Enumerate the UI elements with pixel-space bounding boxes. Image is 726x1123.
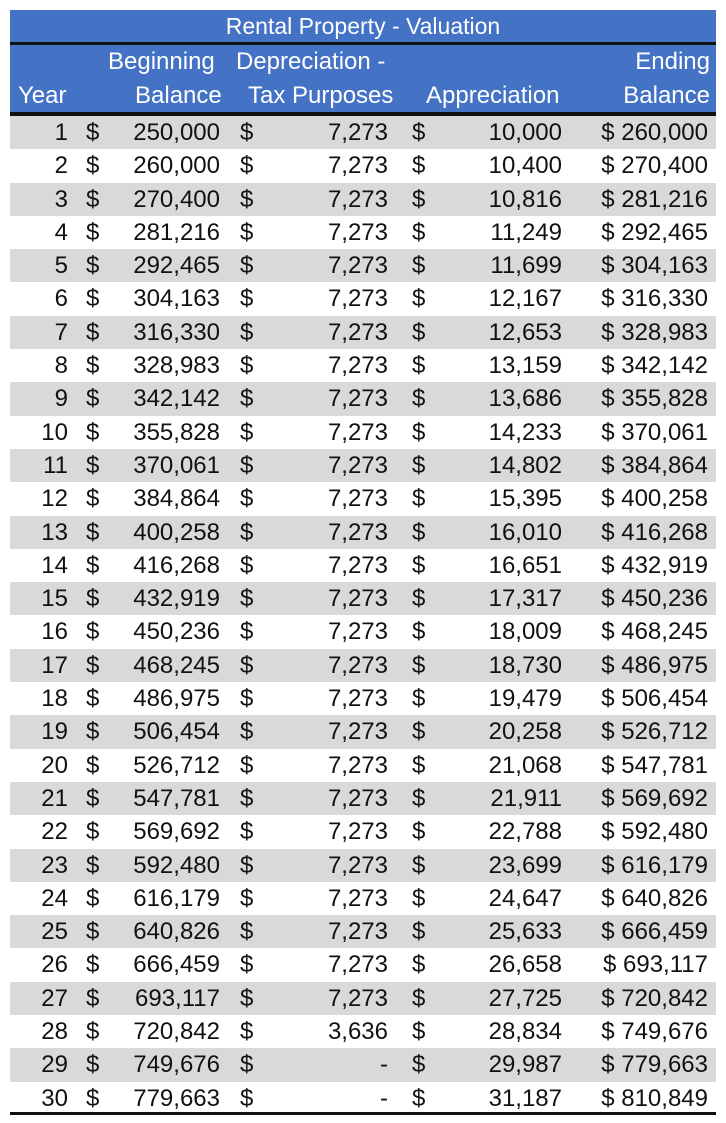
ending-balance-cell: $ 450,236	[601, 585, 708, 613]
year-cell: 29	[41, 1051, 68, 1079]
currency-symbol: $	[412, 1051, 426, 1079]
beginning-balance-cell: 569,692	[133, 818, 220, 846]
beginning-balance-cell: 416,268	[133, 551, 220, 579]
currency-symbol: $	[412, 784, 426, 812]
currency-symbol: $	[412, 884, 426, 912]
currency-symbol: $	[240, 485, 254, 513]
ending-balance-cell: $ 810,849	[601, 1084, 708, 1112]
beginning-balance-cell: 260,000	[133, 152, 220, 180]
currency-symbol: $	[86, 718, 100, 746]
currency-symbol: $	[412, 318, 426, 346]
depreciation-cell: 7,273	[327, 518, 388, 546]
depreciation-cell: 7,273	[327, 185, 388, 213]
appreciation-cell: 10,000	[488, 119, 562, 146]
appreciation-cell: 29,987	[488, 1051, 562, 1079]
ending-balance-cell: $ 400,258	[601, 485, 708, 513]
currency-symbol: $	[86, 119, 100, 146]
depreciation-cell: 7,273	[327, 551, 388, 579]
year-cell: 2	[54, 152, 68, 180]
year-cell: 12	[41, 485, 68, 513]
currency-symbol: $	[86, 485, 100, 513]
year-cell: 1	[54, 119, 68, 146]
ending-balance-cell: $ 432,919	[601, 551, 708, 579]
year-cell: 24	[41, 884, 68, 912]
currency-symbol: $	[412, 385, 426, 413]
depreciation-cell: 7,273	[327, 884, 388, 912]
depreciation-cell: 7,273	[327, 951, 388, 979]
beginning-balance-cell: 693,117	[135, 984, 220, 1012]
table-row	[10, 849, 716, 882]
table-row	[10, 715, 716, 748]
currency-symbol: $	[240, 451, 254, 479]
year-cell: 10	[41, 418, 68, 446]
currency-symbol: $	[86, 1018, 100, 1046]
beginning-balance-cell: 304,163	[133, 285, 220, 313]
currency-symbol: $	[240, 152, 254, 180]
depreciation-cell: 7,273	[327, 918, 388, 946]
beginning-balance-cell: 270,400	[133, 185, 220, 213]
beginning-balance-cell: 450,236	[133, 618, 220, 646]
currency-symbol: $	[86, 285, 100, 313]
currency-symbol: $	[86, 1051, 100, 1079]
appreciation-cell: 22,788	[488, 818, 562, 846]
beginning-balance-cell: 666,459	[133, 951, 220, 979]
depreciation-cell: 7,273	[327, 851, 388, 879]
currency-symbol: $	[412, 585, 426, 613]
appreciation-cell: 15,395	[488, 485, 562, 513]
currency-symbol: $	[240, 418, 254, 446]
currency-symbol: $	[86, 751, 100, 779]
beginning-balance-cell: 342,142	[133, 385, 220, 413]
table-row	[10, 116, 716, 149]
appreciation-cell: 12,653	[488, 318, 562, 346]
ending-balance-cell: $ 693,117	[603, 951, 708, 979]
ending-balance-cell: $ 506,454	[601, 685, 708, 713]
table-row	[10, 615, 716, 648]
currency-symbol: $	[240, 651, 254, 679]
year-cell: 4	[54, 218, 68, 246]
table-header	[10, 45, 716, 112]
appreciation-cell: 19,479	[488, 685, 562, 713]
currency-symbol: $	[412, 218, 426, 246]
table-row	[10, 749, 716, 782]
depreciation-cell: 7,273	[327, 718, 388, 746]
ending-balance-cell: $ 292,465	[601, 218, 708, 246]
ending-balance-cell: $ 749,676	[601, 1018, 708, 1046]
currency-symbol: $	[86, 984, 100, 1012]
currency-symbol: $	[240, 1051, 254, 1079]
table-row	[10, 948, 716, 981]
currency-symbol: $	[240, 918, 254, 946]
currency-symbol: $	[240, 518, 254, 546]
table-row	[10, 183, 716, 216]
ending-balance-cell: $ 640,826	[601, 884, 708, 912]
currency-symbol: $	[240, 851, 254, 879]
table-row	[10, 782, 716, 815]
currency-symbol: $	[412, 119, 426, 146]
year-cell: 15	[41, 585, 68, 613]
beginning-balance-cell: 506,454	[133, 718, 220, 746]
depreciation-cell: 7,273	[327, 784, 388, 812]
appreciation-cell: 16,010	[488, 518, 562, 546]
table-bottom-rule	[10, 1112, 716, 1115]
appreciation-cell: 23,699	[488, 851, 562, 879]
currency-symbol: $	[86, 851, 100, 879]
ending-balance-cell: $ 328,983	[601, 318, 708, 346]
currency-symbol: $	[86, 918, 100, 946]
depreciation-cell: 3,636	[327, 1018, 388, 1046]
appreciation-cell: 12,167	[488, 285, 562, 313]
ending-balance-cell: $ 384,864	[601, 451, 708, 479]
currency-symbol: $	[86, 385, 100, 413]
appreciation-cell: 28,834	[488, 1018, 562, 1046]
year-cell: 18	[41, 685, 68, 713]
currency-symbol: $	[86, 252, 100, 280]
appreciation-cell: 11,249	[490, 218, 562, 246]
currency-symbol: $	[240, 751, 254, 779]
beginning-balance-cell: 370,061	[133, 451, 220, 479]
ending-balance-cell: $ 569,692	[601, 784, 708, 812]
currency-symbol: $	[86, 784, 100, 812]
year-cell: 26	[41, 951, 68, 979]
appreciation-cell: 17,317	[488, 585, 562, 613]
beginning-balance-cell: 640,826	[133, 918, 220, 946]
table-row	[10, 316, 716, 349]
beginning-balance-cell: 468,245	[133, 651, 220, 679]
currency-symbol: $	[86, 951, 100, 979]
year-cell: 27	[41, 984, 68, 1012]
currency-symbol: $	[240, 252, 254, 280]
currency-symbol: $	[412, 285, 426, 313]
table-row	[10, 982, 716, 1015]
table-row	[10, 382, 716, 415]
currency-symbol: $	[412, 518, 426, 546]
beginning-balance-cell: 316,330	[133, 318, 220, 346]
year-cell: 19	[41, 718, 68, 746]
table-row	[10, 149, 716, 182]
header-ending-line1: Ending	[635, 48, 710, 75]
year-cell: 22	[41, 818, 68, 846]
currency-symbol: $	[412, 818, 426, 846]
currency-symbol: $	[240, 818, 254, 846]
appreciation-cell: 18,009	[488, 618, 562, 646]
header-depreciation-line1: Depreciation -	[236, 48, 386, 75]
currency-symbol: $	[86, 352, 100, 380]
depreciation-cell: 7,273	[327, 152, 388, 180]
currency-symbol: $	[412, 751, 426, 779]
currency-symbol: $	[86, 651, 100, 679]
appreciation-cell: 27,725	[488, 984, 562, 1012]
table-row	[10, 549, 716, 582]
appreciation-cell: 21,068	[488, 751, 562, 779]
depreciation-cell: 7,273	[327, 485, 388, 513]
depreciation-cell: -	[380, 1084, 388, 1112]
table-row	[10, 815, 716, 848]
ending-balance-cell: $ 316,330	[601, 285, 708, 313]
depreciation-cell: 7,273	[327, 685, 388, 713]
header-beginning-line1: Beginning	[108, 48, 215, 75]
depreciation-cell: -	[380, 1051, 388, 1079]
currency-symbol: $	[240, 185, 254, 213]
ending-balance-cell: $ 720,842	[601, 984, 708, 1012]
depreciation-cell: 7,273	[327, 651, 388, 679]
year-cell: 20	[41, 751, 68, 779]
beginning-balance-cell: 720,842	[133, 1018, 220, 1046]
appreciation-cell: 18,730	[488, 651, 562, 679]
currency-symbol: $	[412, 152, 426, 180]
table-row	[10, 349, 716, 382]
ending-balance-cell: $ 616,179	[601, 851, 708, 879]
currency-symbol: $	[86, 418, 100, 446]
table-row	[10, 682, 716, 715]
currency-symbol: $	[240, 551, 254, 579]
currency-symbol: $	[240, 685, 254, 713]
ending-balance-cell: $ 486,975	[601, 651, 708, 679]
beginning-balance-cell: 400,258	[133, 518, 220, 546]
year-cell: 14	[41, 551, 68, 579]
table-row	[10, 1015, 716, 1048]
ending-balance-cell: $ 547,781	[601, 751, 708, 779]
year-cell: 6	[54, 285, 68, 313]
year-cell: 25	[41, 918, 68, 946]
currency-symbol: $	[240, 119, 254, 146]
currency-symbol: $	[412, 718, 426, 746]
beginning-balance-cell: 526,712	[133, 751, 220, 779]
currency-symbol: $	[86, 318, 100, 346]
ending-balance-cell: $ 304,163	[601, 252, 708, 280]
year-cell: 3	[54, 185, 68, 213]
currency-symbol: $	[240, 784, 254, 812]
table-row	[10, 882, 716, 915]
beginning-balance-cell: 592,480	[133, 851, 220, 879]
table-row	[10, 516, 716, 549]
currency-symbol: $	[412, 918, 426, 946]
table-row	[10, 1048, 716, 1081]
currency-symbol: $	[412, 984, 426, 1012]
ending-balance-cell: $ 779,663	[601, 1051, 708, 1079]
currency-symbol: $	[86, 185, 100, 213]
depreciation-cell: 7,273	[327, 252, 388, 280]
currency-symbol: $	[412, 951, 426, 979]
currency-symbol: $	[412, 418, 426, 446]
year-cell: 8	[54, 352, 68, 380]
currency-symbol: $	[240, 951, 254, 979]
header-year: Year	[18, 82, 67, 109]
appreciation-cell: 16,651	[488, 551, 562, 579]
table-row	[10, 216, 716, 249]
year-cell: 9	[54, 385, 68, 413]
beginning-balance-cell: 779,663	[133, 1084, 220, 1112]
year-cell: 7	[54, 318, 68, 346]
table-row	[10, 416, 716, 449]
beginning-balance-cell: 432,919	[133, 585, 220, 613]
currency-symbol: $	[240, 318, 254, 346]
currency-symbol: $	[86, 585, 100, 613]
year-cell: 16	[41, 618, 68, 646]
appreciation-cell: 11,699	[490, 252, 562, 280]
depreciation-cell: 7,273	[327, 751, 388, 779]
table-body	[10, 116, 716, 1115]
currency-symbol: $	[86, 884, 100, 912]
currency-symbol: $	[412, 451, 426, 479]
depreciation-cell: 7,273	[327, 451, 388, 479]
beginning-balance-cell: 292,465	[133, 252, 220, 280]
table-row	[10, 282, 716, 315]
year-cell: 5	[54, 252, 68, 280]
currency-symbol: $	[86, 685, 100, 713]
header-depreciation-line2: Tax Purposes	[248, 82, 394, 109]
depreciation-cell: 7,273	[327, 418, 388, 446]
appreciation-cell: 13,159	[488, 352, 562, 380]
appreciation-cell: 26,658	[488, 951, 562, 979]
currency-symbol: $	[240, 1084, 254, 1112]
appreciation-cell: 10,816	[488, 185, 562, 213]
currency-symbol: $	[240, 1018, 254, 1046]
ending-balance-cell: $ 342,142	[601, 352, 708, 380]
ending-balance-cell: $ 592,480	[601, 818, 708, 846]
currency-symbol: $	[412, 252, 426, 280]
currency-symbol: $	[240, 984, 254, 1012]
currency-symbol: $	[412, 1084, 426, 1112]
appreciation-cell: 10,400	[488, 152, 562, 180]
year-cell: 17	[41, 651, 68, 679]
table-row	[10, 915, 716, 948]
beginning-balance-cell: 281,216	[133, 218, 220, 246]
beginning-balance-cell: 250,000	[133, 119, 220, 146]
ending-balance-cell: $ 468,245	[601, 618, 708, 646]
appreciation-cell: 31,187	[488, 1084, 562, 1112]
year-cell: 11	[43, 451, 68, 479]
currency-symbol: $	[412, 352, 426, 380]
ending-balance-cell: $ 370,061	[601, 418, 708, 446]
currency-symbol: $	[240, 618, 254, 646]
ending-balance-cell: $ 355,828	[601, 385, 708, 413]
beginning-balance-cell: 547,781	[133, 784, 220, 812]
header-ending-line2: Balance	[623, 82, 710, 109]
depreciation-cell: 7,273	[327, 119, 388, 146]
table-row	[10, 649, 716, 682]
year-cell: 30	[41, 1084, 68, 1112]
currency-symbol: $	[240, 884, 254, 912]
appreciation-cell: 21,911	[490, 784, 562, 812]
table-row	[10, 249, 716, 282]
year-cell: 13	[41, 518, 68, 546]
currency-symbol: $	[412, 185, 426, 213]
currency-symbol: $	[412, 485, 426, 513]
header-appreciation: Appreciation	[426, 82, 560, 109]
ending-balance-cell: $ 260,000	[601, 119, 708, 146]
beginning-balance-cell: 355,828	[133, 418, 220, 446]
appreciation-cell: 14,233	[488, 418, 562, 446]
beginning-balance-cell: 384,864	[133, 485, 220, 513]
ending-balance-cell: $ 270,400	[601, 152, 708, 180]
ending-balance-cell: $ 666,459	[601, 918, 708, 946]
year-cell: 23	[41, 851, 68, 879]
depreciation-cell: 7,273	[327, 984, 388, 1012]
table-title: Rental Property - Valuation	[10, 10, 716, 43]
appreciation-cell: 13,686	[488, 385, 562, 413]
depreciation-cell: 7,273	[327, 618, 388, 646]
header-beginning-line2: Balance	[135, 82, 222, 109]
beginning-balance-cell: 749,676	[133, 1051, 220, 1079]
currency-symbol: $	[86, 218, 100, 246]
currency-symbol: $	[412, 1018, 426, 1046]
currency-symbol: $	[86, 152, 100, 180]
currency-symbol: $	[240, 352, 254, 380]
depreciation-cell: 7,273	[327, 285, 388, 313]
table-row	[10, 582, 716, 615]
depreciation-cell: 7,273	[327, 352, 388, 380]
ending-balance-cell: $ 416,268	[601, 518, 708, 546]
currency-symbol: $	[412, 851, 426, 879]
beginning-balance-cell: 616,179	[133, 884, 220, 912]
currency-symbol: $	[86, 618, 100, 646]
depreciation-cell: 7,273	[327, 218, 388, 246]
currency-symbol: $	[86, 518, 100, 546]
currency-symbol: $	[86, 1084, 100, 1112]
appreciation-cell: 25,633	[488, 918, 562, 946]
depreciation-cell: 7,273	[327, 385, 388, 413]
depreciation-cell: 7,273	[327, 585, 388, 613]
currency-symbol: $	[86, 551, 100, 579]
currency-symbol: $	[240, 285, 254, 313]
currency-symbol: $	[240, 218, 254, 246]
currency-symbol: $	[412, 618, 426, 646]
year-cell: 28	[41, 1018, 68, 1046]
ending-balance-cell: $ 281,216	[601, 185, 708, 213]
depreciation-cell: 7,273	[327, 318, 388, 346]
year-cell: 21	[41, 784, 68, 812]
depreciation-cell: 7,273	[327, 818, 388, 846]
currency-symbol: $	[86, 818, 100, 846]
table-row	[10, 449, 716, 482]
table-row	[10, 1082, 716, 1115]
currency-symbol: $	[86, 451, 100, 479]
table-row	[10, 482, 716, 515]
currency-symbol: $	[412, 685, 426, 713]
currency-symbol: $	[240, 585, 254, 613]
currency-symbol: $	[412, 551, 426, 579]
appreciation-cell: 24,647	[488, 884, 562, 912]
currency-symbol: $	[412, 651, 426, 679]
appreciation-cell: 14,802	[488, 451, 562, 479]
currency-symbol: $	[240, 718, 254, 746]
ending-balance-cell: $ 526,712	[601, 718, 708, 746]
beginning-balance-cell: 328,983	[133, 352, 220, 380]
appreciation-cell: 20,258	[488, 718, 562, 746]
currency-symbol: $	[240, 385, 254, 413]
beginning-balance-cell: 486,975	[133, 685, 220, 713]
